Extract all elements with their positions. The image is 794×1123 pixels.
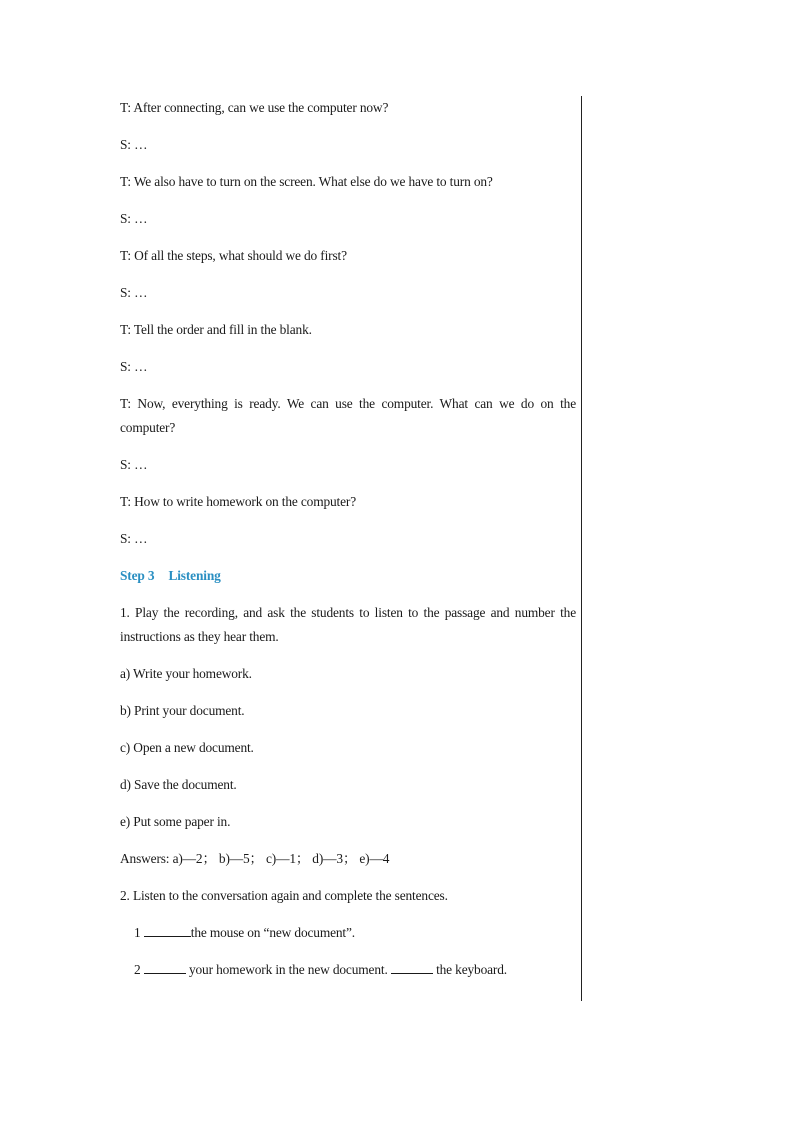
task-instruction: 2. Listen to the conversation again and complete the sentences.: [120, 888, 448, 903]
teacher-line: T: How to write homework on the computer?: [120, 494, 357, 509]
list-item: c) Open a new document.: [120, 740, 254, 755]
step-label: Step 3: [120, 568, 155, 583]
teacher-line: T: We also have to turn on the screen. What else do we have to turn on?: [120, 174, 493, 189]
fill-blank-sentence: [120, 960, 576, 980]
sentence-text: your homework in the new document.: [188, 962, 388, 977]
student-line: S: …: [120, 531, 148, 546]
teacher-line: T: Of all the steps, what should we do first?: [120, 248, 347, 263]
list-item: b) Print your document.: [120, 703, 245, 718]
table-right-border: [581, 96, 582, 1001]
lesson-content: [120, 98, 576, 980]
step-title: Listening: [168, 568, 221, 583]
answer-blank: [144, 924, 191, 937]
sentence-text: the mouse on “new document”.: [190, 925, 355, 940]
student-line: S: …: [120, 285, 148, 300]
fill-blank-sentence: [120, 923, 576, 943]
sentence-text: the keyboard.: [436, 962, 507, 977]
answers-line: Answers: a)—2； b)—5； c)—1； d)—3； e)—4: [120, 851, 390, 866]
list-item: a) Write your homework.: [120, 666, 252, 681]
student-line: S: …: [120, 359, 148, 374]
teacher-line: T: Now, everything is ready. We can use the computer. What can we do on the computer?: [120, 396, 576, 435]
answer-blank: [144, 961, 186, 974]
student-line: S: …: [120, 457, 148, 472]
teacher-line: T: Tell the order and fill in the blank.: [120, 322, 312, 337]
answer-blank: [391, 961, 433, 974]
section-heading: [120, 566, 576, 586]
student-line: S: …: [120, 137, 148, 152]
sentence-number: 1: [134, 925, 141, 940]
list-item: d) Save the document.: [120, 777, 237, 792]
student-line: S: …: [120, 211, 148, 226]
task-instruction: 1. Play the recording, and ask the students to listen to the passage and number the instructions as they hear them.: [120, 605, 576, 644]
sentence-number: 2: [134, 962, 141, 977]
teacher-line: T: After connecting, can we use the computer now?: [120, 100, 389, 115]
list-item: e) Put some paper in.: [120, 814, 231, 829]
